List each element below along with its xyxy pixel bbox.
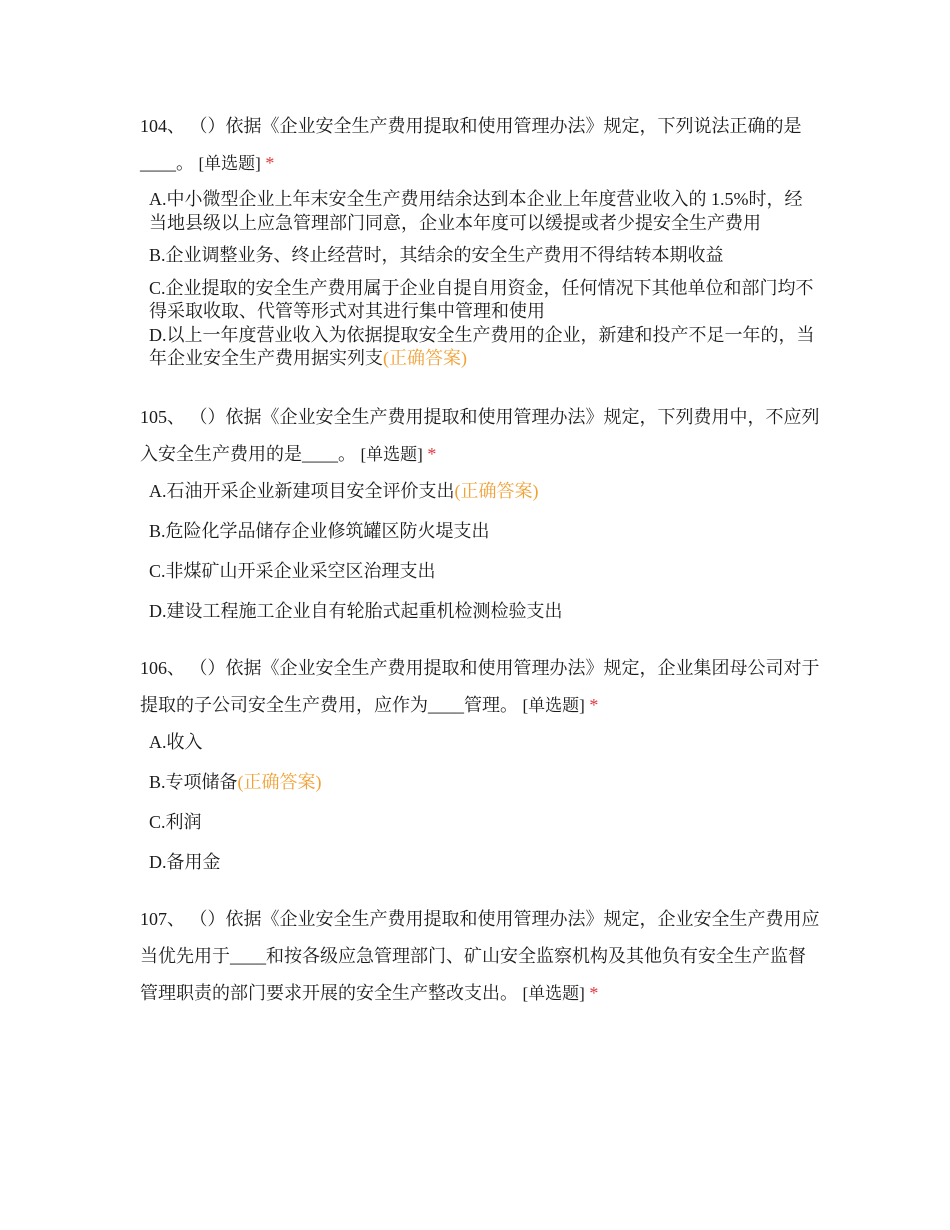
- question-text: （）依据《企业安全生产费用提取和使用管理办法》规定，企业安全生产费用应当优先用于____和按各级应急管理部门、矿山安全监察机构及其他负有安全生产监督管理职责的部门要求开展的安全生产整改支出。: [140, 908, 820, 1003]
- option-c[interactable]: [140, 559, 820, 583]
- option-text: C.非煤矿山开采企业采空区治理支出: [149, 560, 436, 581]
- option-text: B.企业调整业务、终止经营时，其结余的安全生产费用不得结转本期收益: [149, 245, 724, 265]
- question-105: [140, 399, 820, 623]
- question-type-label: [单选题]: [522, 983, 585, 1003]
- option-d[interactable]: [140, 324, 820, 371]
- option-a[interactable]: [140, 188, 820, 235]
- option-a[interactable]: [140, 479, 820, 503]
- option-text: B.专项储备: [149, 771, 238, 792]
- option-text: D.建设工程施工企业自有轮胎式起重机检测检验支出: [149, 600, 563, 621]
- option-c[interactable]: [140, 277, 820, 324]
- option-text: B.危险化学品储存企业修筑罐区防火堤支出: [149, 520, 490, 541]
- option-text: C.企业提取的安全生产费用属于企业自提自用资金，任何情况下其他单位和部门均不得采取收取、代管等形式对其进行集中管理和使用: [149, 277, 814, 321]
- required-mark: *: [427, 443, 437, 464]
- correct-answer-tag: (正确答案): [454, 480, 539, 501]
- option-text: D.备用金: [149, 851, 221, 872]
- question-number: 105、: [140, 406, 185, 427]
- question-number: 106、: [140, 657, 185, 678]
- required-mark: *: [265, 153, 275, 173]
- question-stem: [140, 399, 820, 473]
- question-type-label: [单选题]: [360, 444, 423, 464]
- question-number: 107、: [140, 908, 185, 929]
- required-mark: *: [589, 982, 599, 1003]
- question-107: [140, 901, 820, 1012]
- option-b[interactable]: [140, 519, 820, 543]
- question-text: （）依据《企业安全生产费用提取和使用管理办法》规定，下列说法正确的是____。: [140, 116, 802, 173]
- option-text: C.利润: [149, 811, 202, 832]
- required-mark: *: [589, 694, 599, 715]
- option-text: D.以上一年度营业收入为依据提取安全生产费用的企业，新建和投产不足一年的，当年企业安全生产费用据实列支: [149, 324, 815, 368]
- option-text: A.收入: [149, 731, 203, 752]
- correct-answer-tag: (正确答案): [237, 771, 322, 792]
- question-text: （）依据《企业安全生产费用提取和使用管理办法》规定，企业集团母公司对于提取的子公司安全生产费用，应作为____管理。: [140, 657, 820, 715]
- question-text: （）依据《企业安全生产费用提取和使用管理办法》规定，下列费用中，不应列入安全生产费用的是____。: [140, 406, 820, 464]
- question-104: [140, 108, 820, 371]
- option-text: A.中小微型企业上年末安全生产费用结余达到本企业上年度营业收入的 1.5%时，经当地县级以上应急管理部门同意，企业本年度可以缓提或者少提安全生产费用: [149, 189, 803, 233]
- question-stem: [140, 901, 820, 1012]
- option-b[interactable]: [140, 244, 820, 268]
- question-106: [140, 650, 820, 874]
- question-stem: [140, 650, 820, 724]
- option-list: [140, 188, 820, 371]
- question-list: [140, 108, 820, 1012]
- option-list: [140, 479, 820, 623]
- option-list: [140, 730, 820, 874]
- option-d[interactable]: [140, 850, 820, 874]
- question-number: 104、: [140, 116, 185, 136]
- option-d[interactable]: [140, 599, 820, 623]
- question-stem: [140, 108, 820, 182]
- correct-answer-tag: (正确答案): [383, 348, 467, 368]
- question-type-label: [单选题]: [522, 695, 585, 715]
- option-text: A.石油开采企业新建项目安全评价支出: [149, 480, 455, 501]
- option-b[interactable]: [140, 770, 820, 794]
- option-c[interactable]: [140, 810, 820, 834]
- question-type-label: [单选题]: [198, 154, 261, 173]
- option-a[interactable]: [140, 730, 820, 754]
